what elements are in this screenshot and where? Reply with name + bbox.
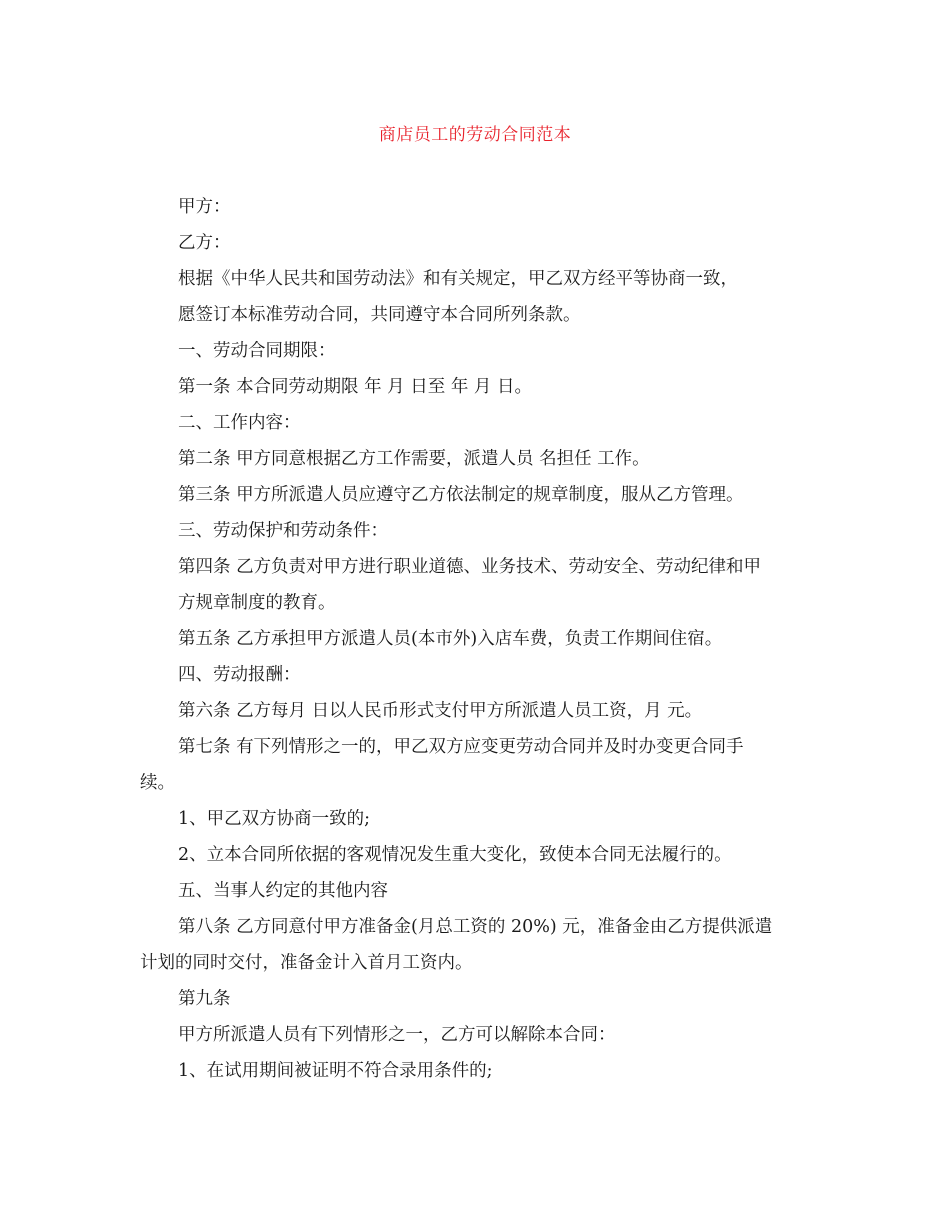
clause-line: 第七条 有下列情形之一的，甲乙双方应变更劳动合同并及时办变更合同手 [178, 737, 744, 757]
clause-line: 第五条 乙方承担甲方派遣人员(本市外)入店车费，负责工作期间住宿。 [178, 629, 723, 649]
clause-continuation: 计划的同时交付，准备金计入首月工资内。 [140, 953, 473, 973]
preamble-line: 愿签订本标准劳动合同，共同遵守本合同所列条款。 [178, 305, 581, 325]
clause-line: 第一条 本合同劳动期限 年 月 日至 年 月 日。 [178, 377, 532, 397]
list-item: 1、甲乙双方协商一致的; [178, 809, 371, 829]
section-heading: 三、劳动保护和劳动条件： [178, 521, 388, 541]
section-heading: 二、工作内容： [178, 413, 301, 433]
clause-line: 甲方所派遣人员有下列情形之一，乙方可以解除本合同： [178, 1025, 616, 1045]
clause-line: 第九条 [178, 989, 231, 1009]
preamble-line: 根据《中华人民共和国劳动法》和有关规定，甲乙双方经平等协商一致， [178, 269, 738, 289]
party-a-line: 甲方： [178, 197, 231, 217]
section-heading: 一、劳动合同期限： [178, 341, 336, 361]
clause-line: 第三条 甲方所派遣人员应遵守乙方依法制定的规章制度，服从乙方管理。 [178, 485, 744, 505]
clause-line: 第八条 乙方同意付甲方准备金(月总工资的 20%) 元，准备金由乙方提供派遣 [178, 917, 773, 937]
document-title: 商店员工的劳动合同范本 [378, 125, 572, 145]
party-b-line: 乙方： [178, 233, 231, 253]
section-heading: 四、劳动报酬： [178, 665, 301, 685]
list-item: 1、在试用期间被证明不符合录用条件的; [178, 1061, 493, 1081]
clause-continuation: 续。 [140, 773, 175, 793]
clause-line: 第六条 乙方每月 日以人民币形式支付甲方所派遣人员工资，月 元。 [178, 701, 703, 721]
list-item: 2、立本合同所依据的客观情况发生重大变化，致使本合同无法履行的。 [178, 845, 732, 865]
clause-line: 第二条 甲方同意根据乙方工作需要，派遣人员 名担任 工作。 [178, 449, 650, 469]
clause-line: 第四条 乙方负责对甲方进行职业道德、业务技术、劳动安全、劳动纪律和甲 [178, 557, 762, 577]
section-heading: 五、当事人约定的其他内容 [178, 881, 388, 901]
clause-continuation: 方规章制度的教育。 [178, 593, 336, 613]
